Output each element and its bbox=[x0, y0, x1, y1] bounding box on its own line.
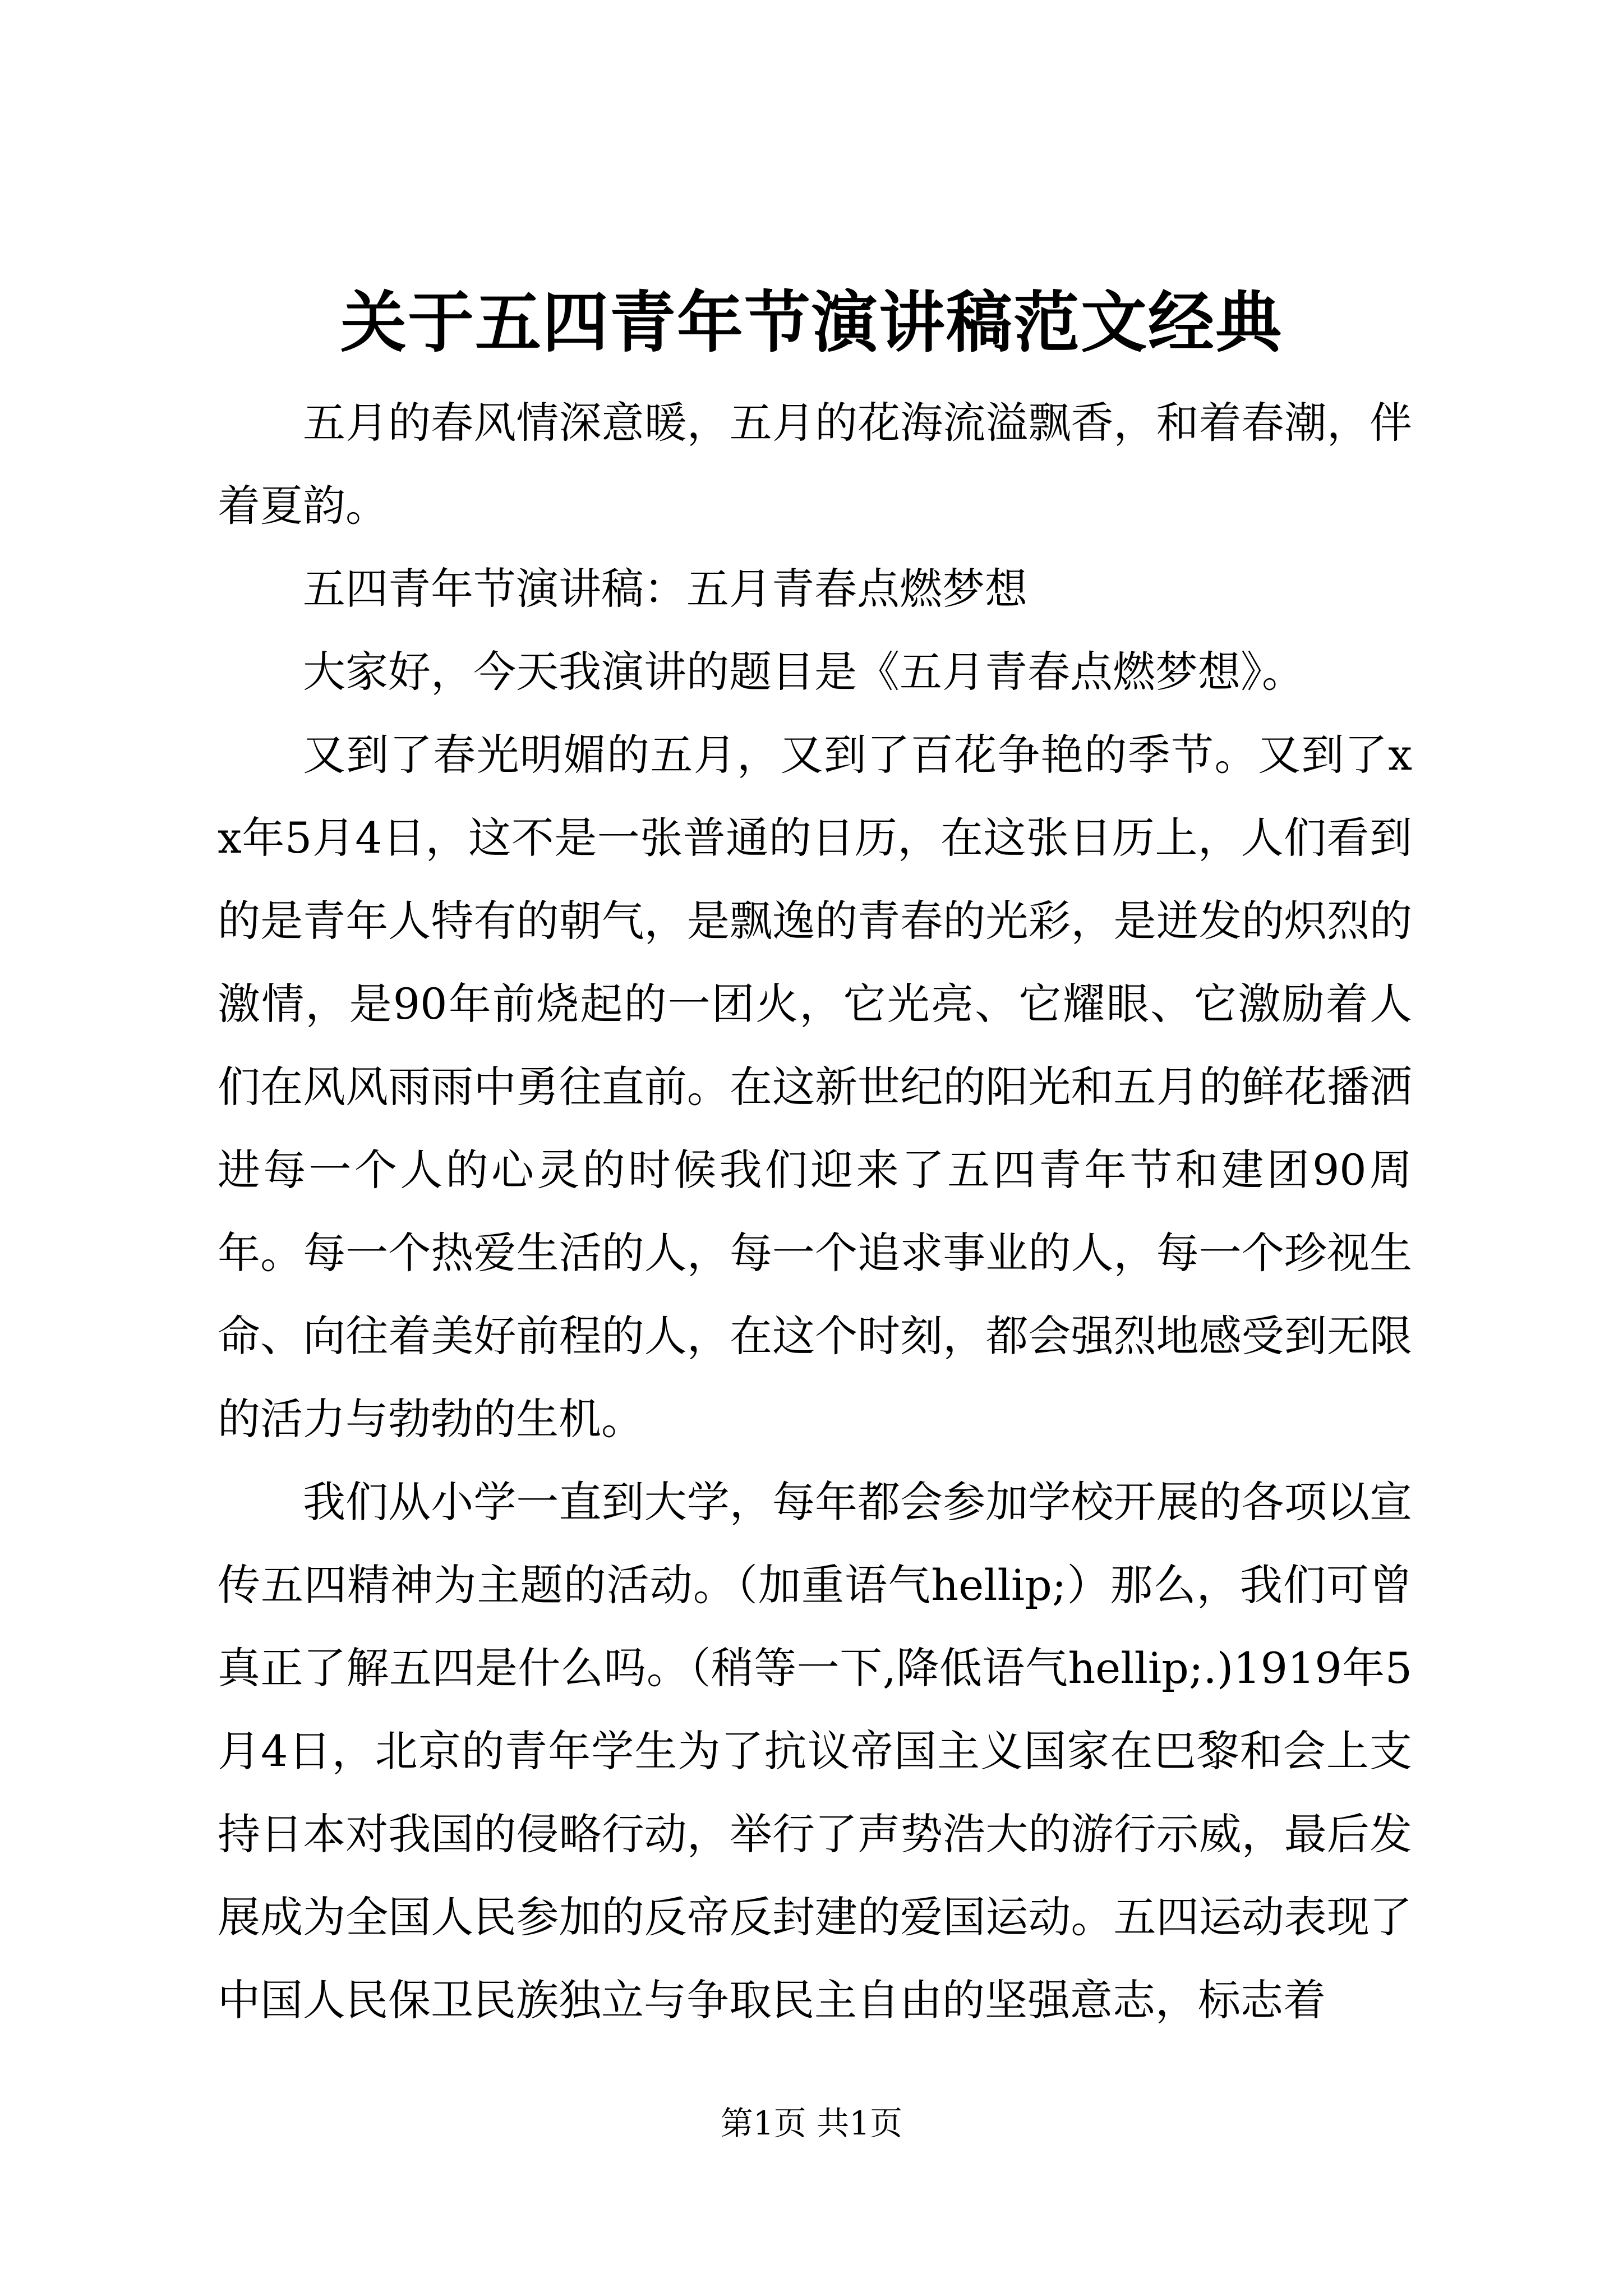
paragraph-3: 大家好，今天我演讲的题目是《五月青春点燃梦想》。 bbox=[303, 647, 1304, 697]
paragraph-1: 五月的春风情深意暖，五月的花海流溢飘香，和着春潮，伴着夏韵。 bbox=[218, 398, 1412, 531]
document-body bbox=[218, 381, 1412, 2042]
document-title: 关于五四青年节演讲稿范文经典 bbox=[340, 283, 1283, 361]
paragraph-2: 五四青年节演讲稿：五月青春点燃梦想 bbox=[303, 564, 1027, 614]
page-footer: 第1页 共1页 bbox=[720, 2104, 903, 2142]
paragraph-5: 我们从小学一直到大学，每年都会参加学校开展的各项以宣传五四精神为主题的活动。（加重语气hellip;）那么，我们可曾真正了解五四是什么吗。（稍等一下,降低语气hellip;.)1919年5月4日，北京的青年学生为了抗议帝国主义国家在巴黎和会上支持日本对我国的侵略行动，举行了声势浩大的游行示威，最后发展成为全国人民参加的反帝反封建的爱国运动。五四运动表现了中国人民保卫民族独立与争取民主自由的坚强意志，标志着 bbox=[218, 1477, 1412, 2025]
paragraph-4: 又到了春光明媚的五月，又到了百花争艳的季节。又到了xx年5月4日，这不是一张普通的日历，在这张日历上，人们看到的是青年人特有的朝气，是飘逸的青春的光彩，是迸发的炽烈的激情，是90年前烧起的一团火，它光亮、它耀眼、它激励着人们在风风雨雨中勇往直前。在这新世纪的阳光和五月的鲜花播洒进每一个人的心灵的时候我们迎来了五四青年节和建团90周年。每一个热爱生活的人，每一个追求事业的人，每一个珍视生命、向往着美好前程的人，在这个时刻，都会强烈地感受到无限的活力与勃勃的生机。 bbox=[218, 730, 1412, 1444]
